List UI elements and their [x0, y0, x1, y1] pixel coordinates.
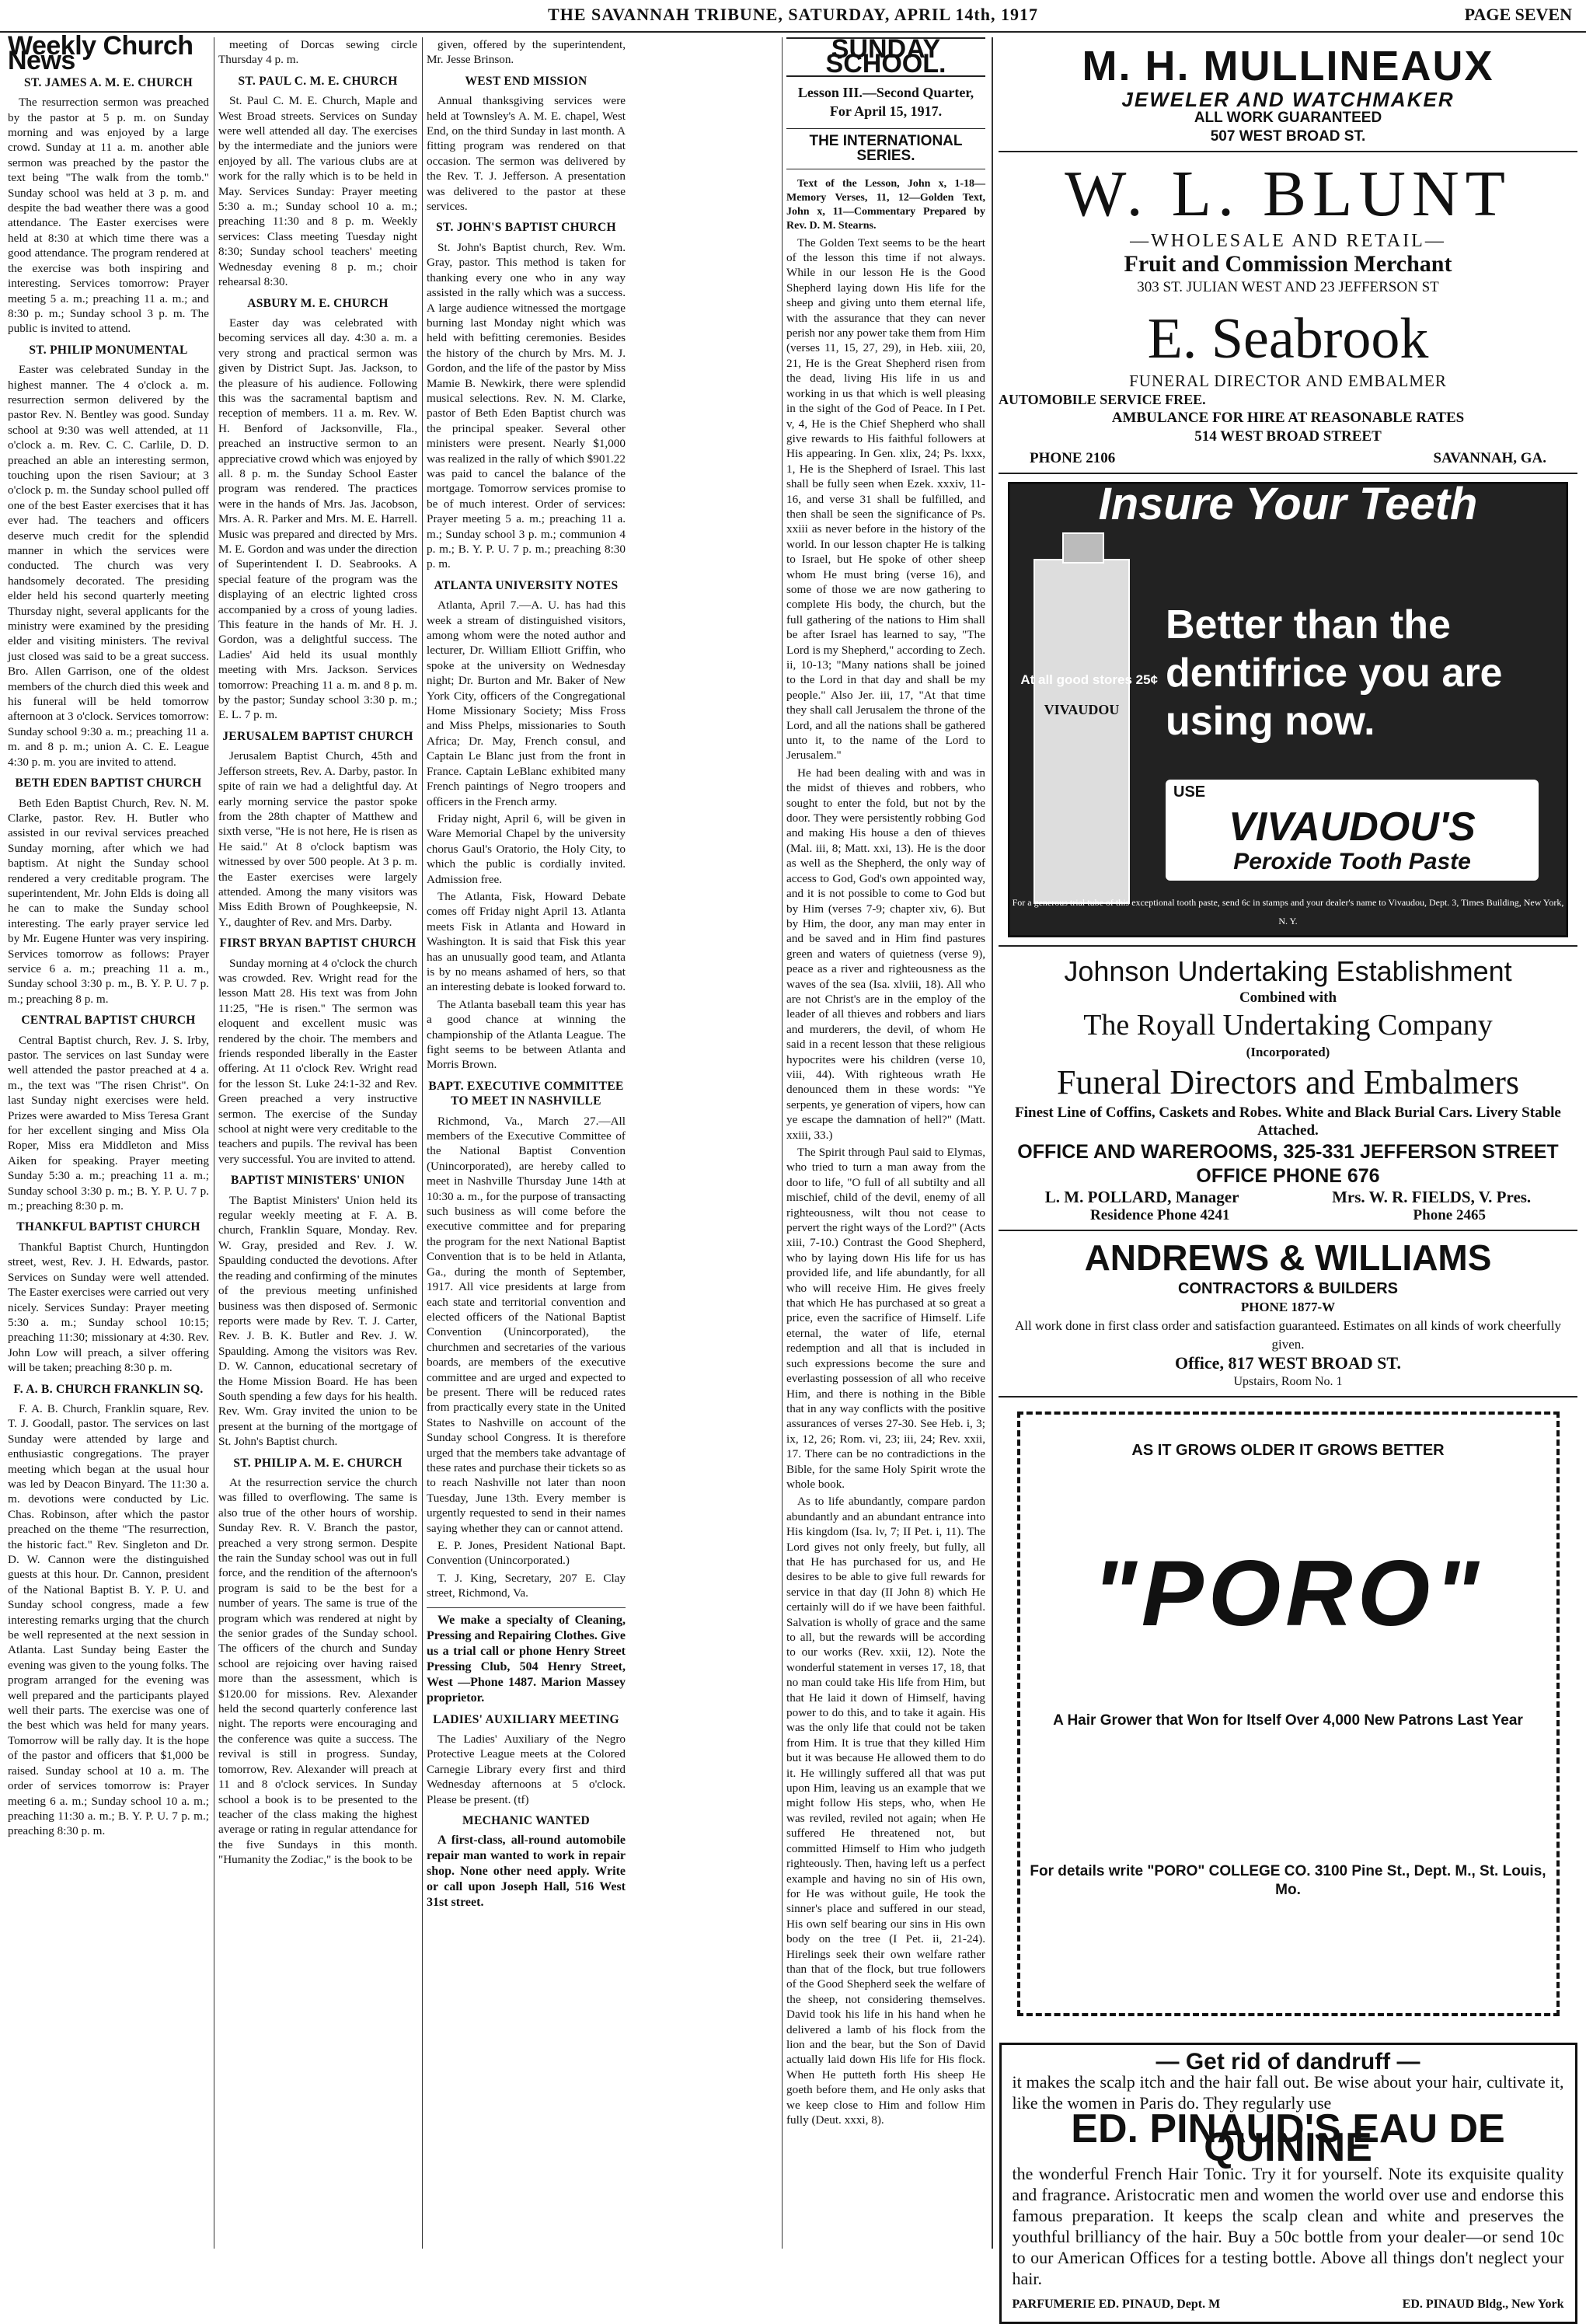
ad-use: USE [1173, 783, 1206, 801]
ad-line: Phone 2465 [1413, 1207, 1486, 1223]
ad-footnote: For a generous trial tube of this exceptional tooth paste, send 6c in stamps and your dealer's name to Vivaudou, Dept. 3, Times Building, New York, N. Y. [1012, 897, 1564, 926]
ad-name: M. H. MULLINEAUX [1082, 43, 1494, 89]
article-list [427, 37, 626, 1601]
column-rule [992, 37, 993, 2249]
lesson-body [786, 236, 985, 2128]
article-heading: F. A. B. CHURCH FRANKLIN SQ. [13, 1382, 204, 1396]
article-paragraph: Beth Eden Baptist Church, Rev. N. M. Clarke, pastor. Rev. H. Butler who assisted in our revival services preached Sunday morning, after which we had baptism. At night the Sunday school rendered a very creditable program. The superintendent, Mr. John Elds is doing all he can to make the Sunday school interesting. The early prayer service led by Mr. Eugene Hunter was very inspiring. Services tomorrow as follows: Prayer service 6 a. m.; preaching 11 a. m., Sunday school 3:30 p. m., B. Y. P. U. 7 p. m.; preaching 8 p. m. [8, 796, 209, 1006]
mullineaux-ad [999, 37, 1577, 152]
article-heading: ATLANTA UNIVERSITY NOTES [434, 578, 619, 592]
article-list [218, 37, 417, 1868]
article-heading: ST. PAUL C. M. E. CHURCH [238, 74, 398, 88]
article-paragraph: T. J. King, Secretary, 207 E. Clay street, Richmond, Va. [427, 1571, 626, 1600]
ad-line: A Hair Grower that Won for Itself Over 4,000 New Patrons Last Year [1053, 1712, 1523, 1729]
page-number: PAGE SEVEN [1464, 5, 1572, 24]
ad-city: SAVANNAH, GA. [1433, 450, 1546, 466]
ad-line: (Incorporated) [1246, 1045, 1330, 1059]
ad-line: 514 WEST BROAD STREET [1194, 428, 1382, 445]
lesson-intro: Text of the Lesson, John x, 1-18—Memory Verses, 11, 12—Golden Text, John x, 11—Commentary Prepared by Rev. D. M. Stearns. [786, 177, 985, 232]
ad-line: OFFICE PHONE 676 [1196, 1165, 1380, 1187]
ad-line: Upstairs, Room No. 1 [1233, 1375, 1343, 1388]
ad-name: W. L. BLUNT [1065, 158, 1511, 230]
article-paragraph: Jerusalem Baptist Church, 45th and Jefferson streets, Rev. A. Darby, pastor. In spite of rain we had a delightful day. At early morning service the pastor spoke from the 28th chapter of Matthew and sixth verse, "He is not here, He is risen as He said." At 8 o'clock baptism was witnessed by over 500 people. At 3 p. m. the Easter exercises were largely attended. Among the many visitors was Miss Edith Brown of Poughkeepsie, N. Y., daughter of Rev. and Mrs. Darby. [218, 749, 417, 929]
article-paragraph: At the resurrection service the church was filled to overflowing. The same is also true of the other hours of worship. Sunday Rev. R. V. Branch the pastor, preached a very strong sermon. Despite the rain the Sunday school was out in full force, and the rendition of the afternoon's program is said to be the best for a number of years. The same is true of the program which was rendered at night by the senior grades of the Sunday school. The officers of the church and Sunday school are rejoicing over having raised more than the assessment, which is $120.00 for missions. Rev. Alexander held the second quarterly conference last night. The reports were encouraging and the conference was quite a success. The revival is still in progress. Sunday, tomorrow, Rev. Alexander will preach at 11 and 8 o'clock services. In Sunday school a book is to be presented to the teacher of the class making the highest average or rating in regular attendance for the five Sundays in this month. "Humanity the Zodiac," is the book to be [218, 1475, 417, 1867]
ad-line: ED. PINAUD Bldg., New York [1402, 2298, 1564, 2311]
ad-line: Office, 817 WEST BROAD ST. [1175, 1353, 1401, 1373]
ad-title: Insure Your Teeth [1098, 479, 1478, 529]
article-paragraph: given, offered by the superintendent, Mr. Jesse Brinson. [427, 38, 626, 67]
article-paragraph: The Baptist Ministers' Union held its regular weekly meeting at F. A. B. church, Franklin Square, Monday. Rev. W. Gray, presided and Rev. J. W. Spaulding conducted the devotions. After the reading and confirming of the minutes of the previous meeting unfinished business was then disposed of. Sermonic reports were made by Rev. T. J. Carter, Rev. J. B. K. Butler and Rev. J. W. Spaulding. Among the visitors was Rev. D. W. Cannon, educational secretary of the Home Mission Board. He has been South spending a few days for his health. Rev. Wm. Gray invited the union to be present at the burning of the mortgage of St. John's Baptist church. [218, 1193, 417, 1449]
article-paragraph: The Spirit through Paul said to Elymas, who tried to turn a man away from the door to life, "O full of all subtilty and all mischief, child of the devil, enemy of all righteousness, wilt thou not cease to pervert the right ways of the Lord?" (Acts xiii, 7-10.) Contrast the Good Shepherd, who by laying down His life for us has provided life, and life abundantly, for all who will receive Him. He gives freely that which He has purchased at so great a price, even the sacrifice of Himself. Life eternal, the water of life, eternal redemption and all that is included in such expressions become the sure and everlasting possession of all who receive Him, and there is nothing in the Bible that in any way conflicts with the positive assurances of verses 27-30. See Heb. i, 3; ix, 12, 26; Rom. vi, 23; iii, 24; Rev. xxii, 17. There can be no contradictions in the Bible, for the same Holy Spirit wrote the whole book. [786, 1146, 985, 1491]
article-paragraph: Atlanta, April 7.—A. U. has had this week a stream of distinguished visitors, among whom were the noted author and lecturer, Dr. William Elliott Griffin, who spoke at the university on Wednesday night; Dr. Burton and Mr. Baker of New York City, officers of the Congregational Home Missionary Society; Miss Fross and Miss Phelps, missionaries to South Africa; Dr. May, French consul, and Captain Le Blanc just from the front in France. Captain LeBlanc exhibited many French paintings of Negro troopers and officers in the French army. [427, 598, 626, 808]
ad-name: E. Seabrook [1147, 307, 1429, 371]
church-news-column-3 [427, 37, 626, 2245]
article-paragraph: The resurrection sermon was preached by the pastor at 5 p. m. on Sunday morning and was enjoyed by a large crowd. Sunday at 11 a. m. another able sermon was preached by the pastor the text being "The walk from the tomb." Sunday school was held at 3 p. m. and despite the bad weather there was a good attendance. The Easter exercises were held at 8:30 at which time there was a good attendance. The program rendered at the exercise was both inspiring and interesting. Services tomorrow: Prayer meeting 5 a. m.; preaching 11 a. m.; and 8:30 p. m.; Sunday school 3 p. m. The public is invited to attend. [8, 96, 209, 336]
ad-line: —WHOLESALE AND RETAIL— [1130, 231, 1446, 251]
article-heading: ST. JAMES A. M. E. CHURCH [24, 75, 193, 89]
article-heading: ST. PHILIP A. M. E. CHURCH [233, 1456, 403, 1470]
article-paragraph: The Atlanta, Fisk, Howard Debate comes off Friday night April 13. Atlanta meets Fisk in Atlanta and Howard in Washington. It is said that Fisk this year has an unusually good team, and Atlanta is by no means ashamed of hers, so that an interesting debate is looked forward to. [427, 889, 626, 994]
ad-line: PARFUMERIE ED. PINAUD, Dept. M [1012, 2298, 1221, 2311]
ad-line: Combined with [1239, 989, 1337, 1006]
article-heading: JERUSALEM BAPTIST CHURCH [222, 729, 413, 743]
johnson-ad [999, 945, 1577, 1231]
ad-slogan: Better than the dentifrice you are using now. [1166, 602, 1503, 744]
ad-line: JEWELER AND WATCHMAKER [1121, 88, 1455, 111]
article-paragraph: F. A. B. Church, Franklin square, Rev. T. J. Goodall, pastor. The services on last Sunday were attended by large and enthusiastic congregations. The prayer meeting which began at the usual hour was led by Deacon Binyard. The 11:30 a. m. devotions were conducted by Lic. Chas. Robinson, after which the pastor preached on the theme "The resurrection, the historic fact." Rev. Singleton and Dr. D. W. Cannon were the distinguished guests at this hour. Dr. Cannon, president of the National Baptist B. Y. P. U. and Sunday school congress, made a few interesting remarks urging that the church be well represented at the next session in Atlanta. Last Sunday being Easter the evening was given to the young folks. The program arranged for the evening was well prepared and the participants played well their parts. The exercise was one of the best which was held for many years. Tomorrow will be rally day. It is the hope of the pastor and officers that $1,000 be raised. Sunday school at 10 a. m. The order of services tomorrow is: Prayer meeting 6 a. m.; Sunday school 10 a. m.; preaching 11:30 a. m.; B. Y. P. U. 7 p. m.; preaching 8:30 p. m. [8, 1401, 209, 1838]
ad-line: ALL WORK GUARANTEED [1194, 110, 1382, 126]
article-paragraph: The Golden Text seems to be the heart of the lesson this time if not always. While in our lesson He is the Good Shepherd laying down His life for the sheep and giving unto them eternal life, with the assurance that they can never perish nor any power take them from Him (verses 11, 15, 27, 29), in Heb. xiii, 20, 21, He is the Great Shepherd risen from the dead, living His life in us and working in us that which is well pleasing in the sight of the God of Peace. In I Pet. v, 4, He is the Chief Shepherd who shall give rewards to His faithful followers at His appearing. In Gen. xlix, 24; Ps. lxxx, 1, He is the Shepherd of Israel. This last shall be fully seen when Ezek. xxxiv, 11-16, and verse 31 shall be fulfilled, and then shall be seen the significance of Ps. xxiii as never before in the history of the world. In our lesson chapter He is talking to Israel, but He spoke of other sheep whom He must bring (verse 16), and some of those we are now gathering to complete His body, the church, but the full gathering of the nations to Him shall be after Israel has learned to say, "The Lord is my Shepherd," according to Zech. ii, 10-13; "Many nations shall be joined to the Lord in that day and shall be my people." Also Jer. iii, 17, "At that time they shall call Jerusalem the throne of the Lord, and all the nations shall be gathered unto it, to the name of the Lord to Jerusalem." [786, 236, 986, 762]
article-heading: FIRST BRYAN BAPTIST CHURCH [219, 937, 417, 951]
article-heading: LADIES' AUXILIARY MEETING [433, 1712, 619, 1726]
sunday-school-column [786, 34, 986, 2245]
column-rule [782, 37, 783, 2249]
ad-text: the wonderful French Hair Tonic. Try it for yourself. Note its exquisite quality and fragrance. Aristocratic men and women the world over use and endorse this famous preparation. It keeps the scalp clean and white and preserves the youthful brilliancy of the hair. Buy a 50c bottle from your dealer—or send 10c to our American Offices for a testing bottle. Above all things don't neglect your hair. [1012, 2164, 1564, 2288]
article-paragraph: Easter day was celebrated with becoming services all day. 4:30 a. m. a very strong and practical sermon was given by District Supt. Jas. Jackson, to the pleasure of his audience. Following this was the sacramental baptism and reception of members. 11 a. m. Rev. W. H. Benford of Jacksonville, Fla., preached an instructive sermon to an appreciative crowd which was enjoyed by all. 8 p. m. the Sunday School Easter program was rendered. The practices were in the hands of Mrs. Jas. Jacobson, Mrs. A. R. Parker and Mrs. M. E. Harrell. Music was prepared and directed by Mrs. M. E. Gordon and was under the direction of Superintendent I. D. Seabrooks. A special feature of the program was the displaying of an electric lighted cross accompanied by a cross of young ladies. This feature in the hands of Mr. H. J. Gordon, was a delightful success. The Ladies' Aid held its usual monthly meeting with Mrs. Jackson. Services tomorrow: Preaching 11 a. m. and 8 p. m. by the pastor; Sunday school 3:30 p. m.; E. L. 7 p. m. [218, 316, 418, 722]
article-paragraph: The Ladies' Auxiliary of the Negro Protective League meets at the Colored Carnegie Library every first and third Wednesday afternoons at 5 o'clock. Please be present. (tf) [427, 1733, 626, 1806]
ad-line: AS IT GROWS OLDER IT GROWS BETTER [1131, 1442, 1445, 1459]
ad-line: OFFICE AND WAREROOMS, 325-331 JEFFERSON STREET [1017, 1141, 1559, 1163]
ad-name: ED. PINAUD'S EAU DE QUININE [1071, 2106, 1505, 2170]
ad-line: FUNERAL DIRECTOR AND EMBALMER [1129, 372, 1447, 390]
ad-line: PHONE 1877-W [1240, 1300, 1336, 1314]
ad-text: it makes the scalp itch and the hair fall out. Be wise about your hair, cultivate it, like the women in Paris do. They regularly use [1012, 2072, 1564, 2113]
church-news-column-1 [8, 31, 209, 2245]
ad-line: All work done in first class order and satisfaction guaranteed. Estimates on all kinds of work cheerfully given. [1015, 1318, 1561, 1352]
article-heading: MECHANIC WANTED [462, 1814, 590, 1828]
ad-price: At all good stores 25¢ [1020, 672, 1158, 687]
ad-title: — Get rid of dandruff — [1156, 2049, 1420, 2075]
cleaning-ad: We make a specialty of Cleaning, Pressing and Repairing Clothes. Give us a trial call or phone Henry Street Pressing Club, 504 Henry Street, West —Phone 1487. Marion Massey proprietor. [427, 1607, 626, 1706]
article-heading: ST. PHILIP MONUMENTAL [29, 343, 188, 357]
ad-line: Mrs. W. R. FIELDS, V. Pres. [1332, 1188, 1532, 1206]
poro-ad [1017, 1411, 1560, 2016]
series-title: THE INTERNATIONAL SERIES. [786, 128, 985, 169]
section-title: Weekly Church News [8, 31, 193, 76]
article-heading: CENTRAL BAPTIST CHURCH [21, 1014, 196, 1028]
ad-line: AUTOMOBILE SERVICE FREE. [999, 392, 1206, 407]
ad-line: 303 ST. JULIAN WEST AND 23 JEFFERSON ST [1137, 279, 1439, 295]
article-paragraph: Sunday morning at 4 o'clock the church was crowded. Rev. Wright read for the lesson Matt 28. His text was from John 11:25, "He is risen." The sermon was eloquent and excellent music was rendered by the choir. The members and friends responded liberally in the Easter offering. At 11 o'clock Rev. Wright read for the lesson St. Luke 24:1-32 and Rev. Green preached a very instructive sermon. The exercise of the Sunday school at night were very creditable to the teachers and pupils. The revival has been very successful. You are invited to attend. [218, 956, 417, 1166]
mechanic-ad: A first-class, all-round automobile repair man wanted to work in repair shop. None other need apply. Write or call upon Joseph Hall, 516 West 31st street. [427, 1834, 626, 1910]
article-heading: ASBURY M. E. CHURCH [247, 296, 389, 310]
ad-brand: VIVAUDOU'S [1229, 804, 1476, 850]
article-paragraph: Easter was celebrated Sunday in the highest manner. The 4 o'clock a. m. resurrection sermon delivered by the pastor Rev. N. Bentley was good. Sunday school at 9:30 was well attended, at 11 o'clock a. m. Rev. C. C. Carlile, D. D. preached an able an interesting sermon, touching upon the risen Saviour; at 3 o'clock p. m. the Sunday school pulled off one of the best Easter exercises that it has ever had. The teachers and officers deserve much credit for the splendid manner in which the services were conducted. The church was very handsomely decorated. The presiding elder held his second quarterly meeting Thursday night, several applicants for the ministry were examined by the presiding elder and visiting ministers. The revival just closed was said to be a great success. Bro. Allen Garrison, one of the oldest members of the church died this week and his funeral will be held tomorrow afternoon at 3 o'clock. Services tomorrow: Sunday school 9:30 a. m.; preaching 11 a. m. and 8 p. m.; union A. C. E. League 4:30 p. m. you are invited to attend. [8, 363, 209, 769]
article-heading: BAPTIST MINISTERS' UNION [231, 1174, 405, 1188]
column-rule [422, 37, 423, 2249]
toothpaste-tube-icon [1034, 559, 1130, 904]
ad-line: Fruit and Commission Merchant [1124, 251, 1452, 277]
article-paragraph: Friday night, April 6, will be given in Ware Memorial Chapel by the university chorus Gaul's Oratorio, the Holy City, to which the public is cordially invited. Admission free. [427, 811, 626, 886]
ad-phone: PHONE 2106 [1030, 450, 1116, 466]
ad-line: L. M. POLLARD, Manager [1044, 1188, 1239, 1206]
article-paragraph: Annual thanksgiving services were held at Townsley's A. M. E. chapel, West End, on the third Sunday in last month. A fitting program was rendered on that occasion. The sermon was delivered by the Rev. T. J. Jefferson. A presentation was delivered to the pastor at these services. [427, 94, 626, 214]
tube-label: VIVAUDOU [1044, 702, 1120, 717]
church-news-column-2 [218, 37, 417, 2245]
ad-name: ANDREWS & WILLIAMS [1084, 1237, 1492, 1278]
ad-line: The Royall Undertaking Company [1083, 1009, 1493, 1042]
article-paragraph: He had been dealing with and was in the midst of thieves and robbers, who sought to enter the fold, but not by the door. They were persistently robbing God and making His house a den of thieves (Mal. iii, 8; Matt. xxi, 13). He is the door as well as the Shepherd, the only way of access to God, God's own appointed way, and it is not possible to come to God but by Him (verses 7-9; chapter xiv, 6). But by Him, the door, any man may enter in and be saved and in Him find pastures green and waters of quietness (verse 9), peace as a river and righteousness as the waves of the sea (Isa. xlviii, 18). All who are not Christ's are in the employ of the leader of all thieves and robbers and liars and murderers, the devil, of whom He said in a recent lesson that these religious hypocrites were his children (verse 10, viii, 44). With righteous wrath He denounced them in these words: "Ye serpents, ye generation of vipers, how can ye escape the damnation of hell?" (Matt. xxiii, 33.) [786, 766, 985, 1142]
masthead-title: THE SAVANNAH TRIBUNE, SATURDAY, APRIL 14th, 1917 [548, 5, 1038, 24]
article-paragraph: Richmond, Va., March 27.—All members of the Executive Committee of the National Baptist Convention (Unincorporated), are hereby called to meet in Nashville Thursday June 14th at 10:30 a. m., for the purpose of transacting such business as will come before the executive committee and for preparing the program for the next National Baptist Convention that is to be held in Atlanta, Ga., during the month of September, 1917. All vice presidents at large from each state and territorial convention and elected officers of the National Baptist Convention (Unincorporated), the churchmen and secretaries of the various boards, are members of the executive committee and are urged and expected to be present. There will be reduced rates from practically every state in the United States to Nashville on account of the Sunday school Congress. It is therefore urged that the members take advantage of these rates and purchase their tickets so as to reach Nashville not later than noon Tuesday, June 13th. Every member is urgently requested to send in their names saying whether they can or cannot attend. [427, 1114, 626, 1535]
article-paragraph: As to life abundantly, compare pardon abundantly and an abundant entrance into His kingdom (Isa. lv, 7; II Pet. i, 11). The Lord gives not only freely, but fully, all that He has purchased for us, and He desires to be able to give full rewards for service in that day (II John 8) which He certainly will do if we have been faithful. Salvation is wholly of grace and the same to all, but the rewards will be according to our works (Rev. xxii, 12). Note the wonderful statement in verses 17, 18, that no man could take His life from Him, but that He laid it down of Himself, having power to do this, and to take it again. His was the only life that could not be taken from Him. It is true that they killed Him but it was because He allowed them to do it. He willingly suffered all that was put upon Him, leaving us an example that we might follow His steps, who, when He was reviled, reviled not again; when He suffered He threatened not, but committed Himself to Him who judgeth righteously. Then, having left us a perfect example and having no sin of His own, for He was without guile, He took the sinner's place and suffered in our stead, His own self bearing our sins in His own body on the tree (I Pet. ii, 21-24). Hirelings seek their own welfare rather than that of the flock, but true followers of the Good Shepherd seek the welfare of the sheep, not considering themselves. David took his life in his hand when he delivered a lamb of his flock from the lion and the bear, but the Son of David actually laid down His life for His flock. When He putteth forth His sheep He goeth before them, and He only asks that we keep close to Him and follow Him fully (Deut. xxxi, 8). [786, 1495, 985, 2127]
article-paragraph: meeting of Dorcas sewing circle Thursday 4 p. m. [218, 38, 417, 67]
article-paragraph: The Atlanta baseball team this year has a good chance at winning the championship of the Atlanta League. The fight seems to be between Atlanta and Morris Brown. [427, 997, 626, 1072]
ad-line: 507 WEST BROAD ST. [1210, 128, 1366, 145]
ad-line: Residence Phone 4241 [1090, 1207, 1230, 1223]
lesson-title: Lesson III.—Second Quarter, For April 15, 1917. [797, 84, 974, 119]
masthead [0, 0, 1586, 33]
article-paragraph: E. P. Jones, President National Bapt. Convention (Unincorporated.) [427, 1539, 626, 1568]
sunday-school-title: SUNDAY SCHOOL. [786, 37, 985, 77]
article-heading: ST. JOHN'S BAPTIST CHURCH [436, 221, 616, 235]
article-heading: BETH EDEN BAPTIST CHURCH [15, 776, 202, 790]
ad-line: Funeral Directors and Embalmers [1056, 1063, 1520, 1101]
pinaud-ad [999, 2043, 1577, 2324]
seabrook-ad [999, 302, 1577, 474]
article-paragraph: Central Baptist church, Rev. J. S. Irby, pastor. The services on last Sunday were well attended the pastor preached at 4 a. m., the text was "The risen Christ". On last Sunday night exercises were held. Prizes were awarded to Miss Teresa Grant for her excellent singing and Miss Ola Roper, Miss era Middleton and Miss Aiken for speaking. Prayer meeting Sunday 5:30 a. m.; preaching 11 a. m.; Sunday school 3:30 p. m.; B. Y. P. U. 7 p. m.; preaching 8:30 p. m. [8, 1033, 209, 1213]
ad-name: "PORO" [1092, 1541, 1484, 1645]
ad-line: For details write "PORO" COLLEGE CO. 3100 Pine St., Dept. M., St. Louis, Mo. [1030, 1863, 1546, 1898]
ad-name: Johnson Undertaking Establishment [1064, 955, 1512, 987]
vivaudou-ad [1008, 479, 1568, 937]
article-paragraph: Thankful Baptist Church, Huntingdon street, west, Rev. J. H. Edwards, pastor. Services on Sunday were well attended. The Easter exercises were carried out very nicely. Services Sunday: Prayer meeting 5:30 a. m.; Sunday school 10:15; preaching 11:30; missionary at 4:30. Rev. John Low will preach, a silver offering will be taken; preaching 8:30 p. m. [8, 1240, 209, 1375]
article-heading: WEST END MISSION [465, 74, 587, 88]
ad-line: CONTRACTORS & BUILDERS [1178, 1280, 1398, 1297]
article-paragraph: St. John's Baptist church, Rev. Wm. Gray, pastor. This method is taken for thanking every one who in any way assisted in the rally which was a success. A large audience witnessed the mortgage burning last Monday night which was held with befitting ceremonies. Besides the history of the church by Mrs. M. J. Gordon, and the life of the pastor by Miss Mamie B. Newkirk, there were splendid musical selections. Rev. N. M. Clarke, pastor of Beth Eden Baptist church was the principal speaker. Several other ministers were present. Nearly $1,000 was realized in the rally of which $901.22 was paid to cancel the balance of the mortgage. Tomorrow services promise to be of much interest. Order of services: Prayer meeting 5 a. m.; preaching 11 a. m.; Sunday school 3 p. m.; communion 4 p. m.; B. Y. P. U. 7 p. m.; preaching 8:30 p. m. [427, 240, 626, 571]
blunt-ad [999, 152, 1577, 302]
article-list [8, 75, 209, 1839]
article-paragraph: St. Paul C. M. E. Church, Maple and West Broad streets. Services on Sunday were well attended all day. The exercises by the intermediate and the juniors were enjoyed by all. The various clubs are at work for the rally which is to be held in May. Services Sunday: Prayer meeting 5:30 a. m.; Sunday school 10 a. m.; preaching 11:30 and 8 p. m. Weekly services: Class meeting Tuesday night 8:30; Sunday school teachers' meeting Wednesday evening 8 p. m.; choir rehearsal 8:30. [218, 94, 417, 289]
advertisement-column [999, 37, 1577, 2311]
article-heading: THANKFUL BAPTIST CHURCH [16, 1220, 200, 1234]
ad-line: Finest Line of Coffins, Caskets and Robes. White and Black Burial Cars. Livery Stable Attached. [1015, 1104, 1561, 1139]
andrews-ad [999, 1231, 1577, 1398]
article-heading: BAPT. EXECUTIVE COMMITTEE TO MEET IN NASHVILLE [428, 1079, 624, 1108]
ad-line: AMBULANCE FOR HIRE AT REASONABLE RATES [1111, 410, 1465, 426]
ad-product: Peroxide Tooth Paste [1233, 849, 1471, 874]
ad-brand-box [1166, 780, 1539, 881]
